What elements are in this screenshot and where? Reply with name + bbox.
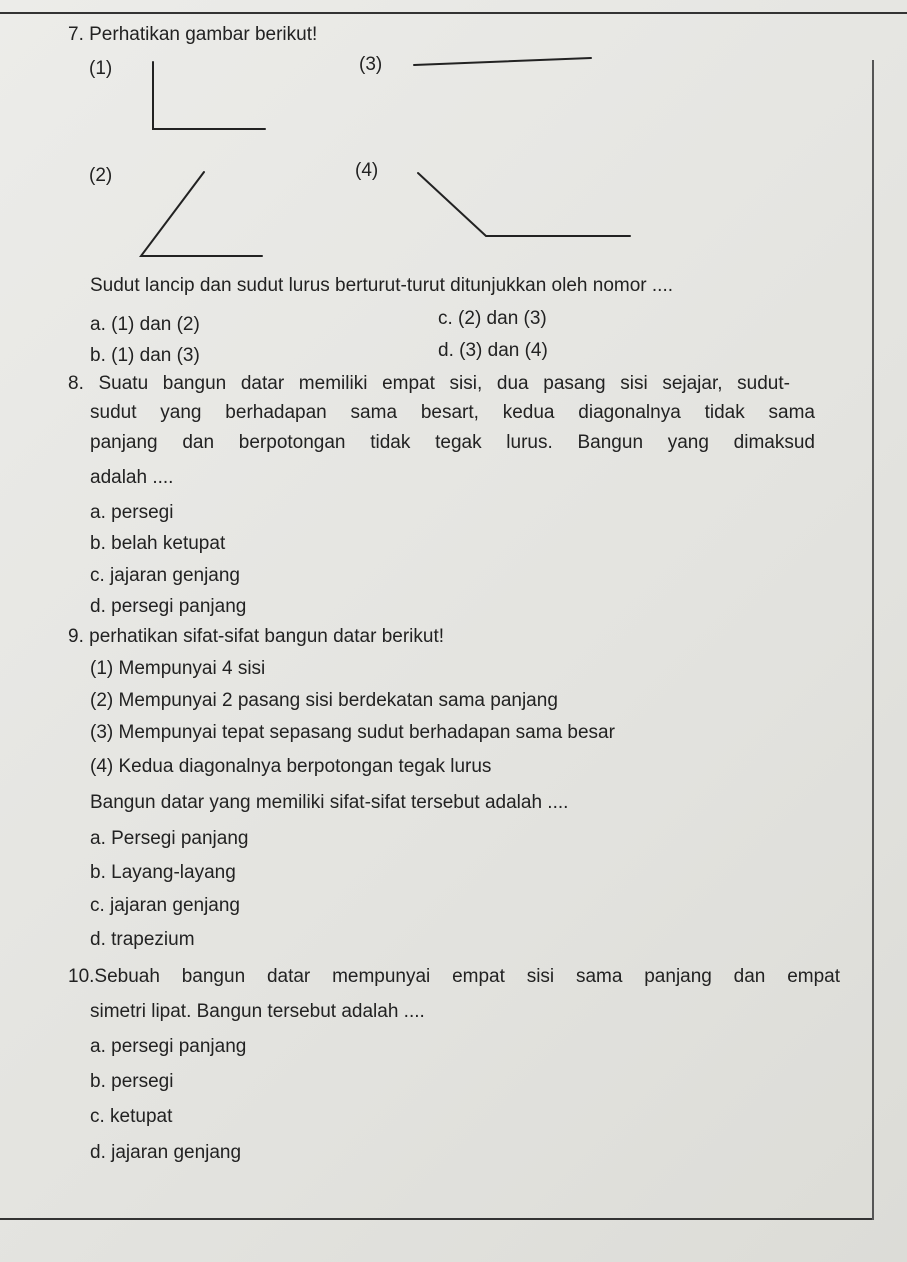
q10-question-line-1: 10.Sebuah bangun datar mempunyai empat sisi sama panjang dan empat [68,966,840,987]
q10-option-b: b. persegi [90,1071,174,1092]
q10-option-a: a. persegi panjang [90,1036,247,1057]
q9-property-1: (1) Mempunyai 4 sisi [90,658,266,679]
q9-prompt: Bangun datar yang memiliki sifat-sifat tersebut adalah .... [90,792,569,813]
q7-question: 7. Perhatikan gambar berikut! [68,24,318,45]
q8-question-line-1: 8. Suatu bangun datar memiliki empat sisi, dua pasang sisi sejajar, sudut- [68,373,790,394]
q8-question-line-4: adalah .... [90,467,174,488]
straight-angle-figure-3 [414,58,591,65]
q9-option-b: b. Layang-layang [90,862,236,883]
q7-option-c: c. (2) dan (3) [438,308,547,329]
q8-option-b: b. belah ketupat [90,533,226,554]
q9-option-d: d. trapezium [90,929,195,950]
q8-question-line-2: sudut yang berhadapan sama besart, kedua diagonalnya tidak sama [90,402,815,423]
q8-option-c: c. jajaran genjang [90,565,240,586]
q9-property-2: (2) Mempunyai 2 pasang sisi berdekatan sama panjang [90,690,558,711]
q7-figure-label-3: (3) [359,54,383,75]
q7-figure-label-4: (4) [355,160,379,181]
q8-option-a: a. persegi [90,502,174,523]
q9-option-c: c. jajaran genjang [90,895,240,916]
q10-option-c: c. ketupat [90,1106,173,1127]
q7-prompt: Sudut lancip dan sudut lurus berturut-turut ditunjukkan oleh nomor .... [90,275,674,296]
q7-figure-label-1: (1) [89,58,113,79]
q9-property-4: (4) Kedua diagonalnya berpotongan tegak lurus [90,756,492,777]
q9-option-a: a. Persegi panjang [90,828,249,849]
q7-option-a: a. (1) dan (2) [90,314,200,335]
q9-question: 9. perhatikan sifat-sifat bangun datar berikut! [68,626,445,647]
q8-option-d: d. persegi panjang [90,596,247,617]
q8-question-line-3: panjang dan berpotongan tidak tegak lurus. Bangun yang dimaksud [90,432,815,453]
q10-question-line-2: simetri lipat. Bangun tersebut adalah .... [90,1001,425,1022]
q9-property-3: (3) Mempunyai tepat sepasang sudut berhadapan sama besar [90,722,615,743]
q7-figure-label-2: (2) [89,165,113,186]
right-angle-figure-1 [153,62,265,129]
q10-option-d: d. jajaran genjang [90,1142,242,1163]
acute-angle-figure-2 [141,172,262,256]
q7-option-d: d. (3) dan (4) [438,340,548,361]
q7-option-b: b. (1) dan (3) [90,345,200,366]
obtuse-angle-figure-4 [418,173,630,236]
